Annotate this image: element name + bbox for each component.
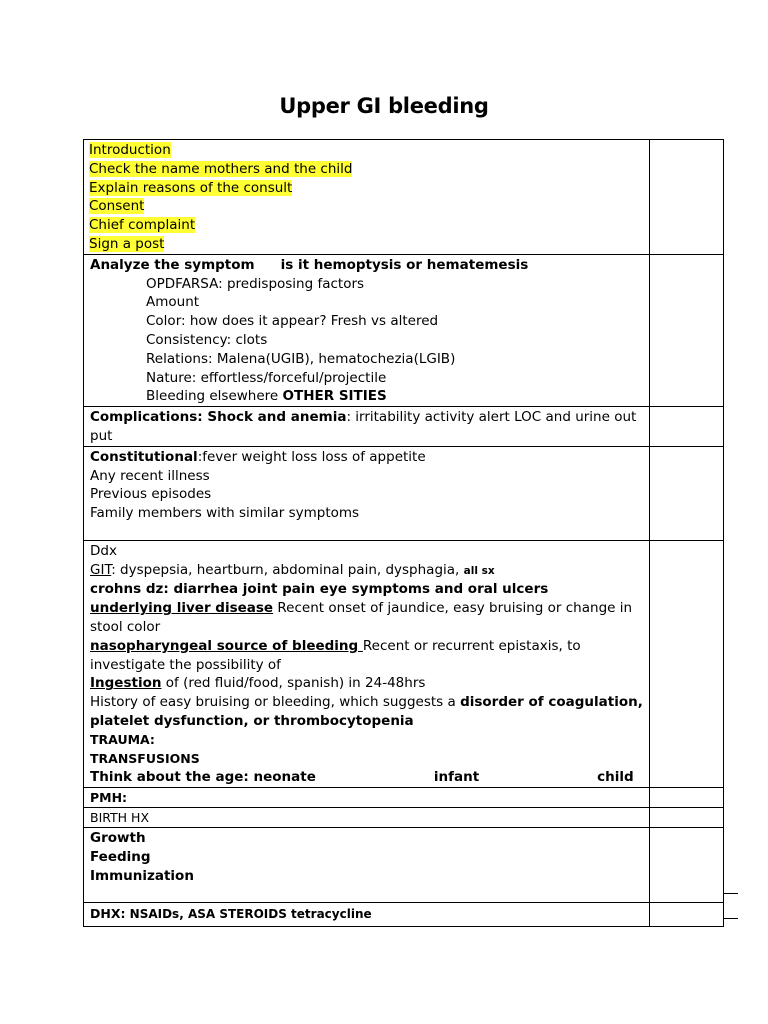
analyze-item: Amount xyxy=(146,294,200,311)
ddx-age-infant: infant xyxy=(433,769,480,786)
intro-line: Consent xyxy=(89,198,145,215)
analyze-heading: Analyze the symptom xyxy=(90,256,255,273)
check-cell xyxy=(650,540,724,787)
history-checklist-table xyxy=(83,139,724,927)
complications-cell xyxy=(84,407,650,447)
ddx-git-small: all sx xyxy=(463,564,495,577)
table-row xyxy=(84,254,724,406)
analyze-item-emphasis: OTHER SITIES xyxy=(282,388,387,405)
check-cell xyxy=(650,788,724,808)
table-row xyxy=(84,903,724,927)
analyze-subheading: is it hemoptysis or hematemesis xyxy=(280,256,529,273)
document-title: Upper GI bleeding xyxy=(279,94,489,118)
complications-text: : irritability activity alert LOC and urine out put xyxy=(90,409,637,444)
ddx-trauma: TRAUMA: xyxy=(90,731,155,747)
analyze-item: Consistency: clots xyxy=(146,331,268,348)
table-row xyxy=(84,788,724,808)
table-row xyxy=(84,828,724,903)
dhx-label: DHX: xyxy=(90,906,126,922)
ddx-age-label: Think about the age: neonate xyxy=(90,769,316,786)
ddx-transfusions: TRANSFUSIONS xyxy=(90,750,200,766)
table-row xyxy=(84,140,724,255)
table-row xyxy=(84,540,724,787)
ddx-heading: Ddx xyxy=(90,542,117,559)
constitutional-line: Family members with similar symptoms xyxy=(90,505,360,522)
check-cell xyxy=(650,140,724,255)
constitutional-line: Previous episodes xyxy=(90,486,212,503)
table-row xyxy=(84,446,724,540)
birth-label: BIRTH HX xyxy=(90,810,150,826)
ddx-cell xyxy=(84,540,650,787)
ddx-git-text: : dyspepsia, heartburn, abdominal pain, dysphagia, xyxy=(111,561,464,578)
table-row xyxy=(84,808,724,828)
analyze-cell xyxy=(84,254,650,406)
constitutional-label: Constitutional xyxy=(90,448,198,465)
table-overhang-cell xyxy=(723,893,738,919)
ddx-history-text: History of easy bruising or bleeding, which suggests a xyxy=(90,694,461,711)
ddx-age-child: child xyxy=(597,769,634,786)
check-cell xyxy=(650,446,724,540)
complications-label: Complications: Shock and anemia xyxy=(90,409,347,426)
growth-line: Growth xyxy=(90,830,146,847)
dhx-text: NSAIDs, ASA STEROIDS tetracycline xyxy=(125,907,372,922)
table-row xyxy=(84,407,724,447)
growth-line: Immunization xyxy=(90,867,194,884)
check-cell xyxy=(650,903,724,927)
check-cell xyxy=(650,828,724,903)
check-cell xyxy=(650,808,724,828)
intro-line: Sign a post xyxy=(89,235,165,252)
dhx-cell xyxy=(84,903,650,927)
check-cell xyxy=(650,407,724,447)
analyze-item: Nature: effortless/forceful/projectile xyxy=(146,369,387,386)
ddx-liver-label: underlying liver disease xyxy=(90,600,274,617)
growth-cell xyxy=(84,828,650,903)
ddx-liver-text: Recent onset of jaundice, easy bruising or change in stool color xyxy=(90,600,633,635)
constitutional-text: :fever weight loss loss of appetite xyxy=(197,448,426,465)
constitutional-cell xyxy=(84,446,650,540)
constitutional-line: Any recent illness xyxy=(90,467,210,484)
intro-line: Check the name mothers and the child xyxy=(89,160,353,177)
ddx-naso-label: nasopharyngeal source of bleeding xyxy=(90,637,363,654)
analyze-item: OPDFARSA: predisposing factors xyxy=(146,275,365,292)
intro-line: Introduction xyxy=(89,142,171,158)
analyze-item: Relations: Malena(UGIB), hematochezia(LGIB) xyxy=(146,350,456,367)
ddx-crohns: crohns dz: diarrhea joint pain eye symptoms and oral ulcers xyxy=(90,581,549,598)
ddx-ingestion-label: Ingestion xyxy=(90,675,162,692)
growth-line: Feeding xyxy=(90,848,151,865)
birth-cell xyxy=(84,808,650,828)
pmh-label: PMH: xyxy=(90,790,128,806)
ddx-git-label: GIT xyxy=(90,561,112,578)
check-cell xyxy=(650,254,724,406)
analyze-item: Color: how does it appear? Fresh vs altered xyxy=(146,313,439,330)
ddx-history-bold: disorder of coagulation, platelet dysfunction, or thrombocytopenia xyxy=(90,694,643,729)
intro-line: Chief complaint xyxy=(89,217,196,234)
intro-line: Explain reasons of the consult xyxy=(89,179,293,196)
intro-cell xyxy=(84,140,650,255)
analyze-item: Bleeding elsewhere xyxy=(146,388,279,405)
ddx-naso-text: Recent or recurrent epistaxis, to investigate the possibility of xyxy=(90,637,581,673)
ddx-ingestion-text: of (red fluid/food, spanish) in 24-48hrs xyxy=(161,675,426,692)
pmh-cell xyxy=(84,788,650,808)
